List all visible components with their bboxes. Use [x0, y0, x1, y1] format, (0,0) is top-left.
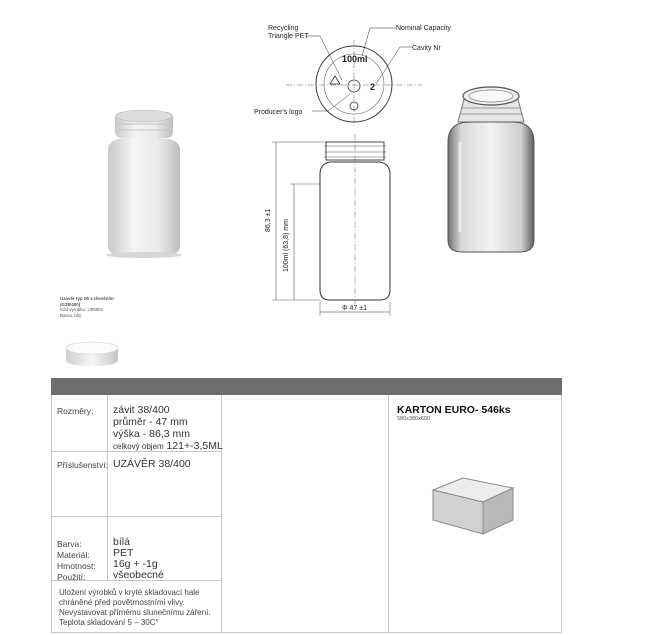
white-bottle-photo — [100, 108, 190, 258]
prumer-value: průměr - 47 mm — [113, 416, 188, 428]
spec-table — [51, 378, 562, 633]
cavity-mark: 2 — [370, 82, 376, 92]
cap-label-line2: (G38/400) — [60, 301, 81, 307]
producer-logo-callout: Producer's logo — [254, 109, 303, 116]
carton-box-icon — [429, 468, 519, 538]
svg-text:100ml (63,8) mm: 100ml (63,8) mm — [283, 219, 290, 272]
barva-label: Barva: — [57, 539, 82, 549]
objem-row — [113, 441, 223, 452]
objem-value: 121+-3,5ML — [166, 440, 223, 452]
cap-label-line1: Uzávěr typ 05 s těsněním — [60, 296, 114, 301]
prislusenstvi-value: UZÁVĚR 38/400 — [113, 458, 191, 470]
cap-label-line4: Barva: bílý — [60, 312, 82, 318]
hmotnost-value: 16g + -1g — [113, 558, 158, 570]
storage-line-1: Uložení výrobků v kryté skladovací hale — [59, 588, 200, 597]
svg-text:86,3 ±1: 86,3 ±1 — [265, 208, 272, 232]
storage-line-4: Teplota skladování 5 – 30C° — [59, 618, 159, 627]
storage-line-2: chráněné před povětrnostními vlivy. — [59, 598, 185, 607]
prislusenstvi-label: Příslušenství: — [57, 460, 109, 470]
recycling-callout: Recycling — [268, 25, 299, 32]
zavit-value: závit 38/400 — [113, 404, 170, 416]
vyska-value: výška - 86,3 mm — [113, 428, 191, 440]
cap-label-line3: Kód výrobku: U05001 — [60, 307, 104, 312]
svg-text:Triangle PET: Triangle PET — [268, 33, 309, 40]
nominal-capacity-callout: Nominal Capacity — [396, 25, 451, 32]
diameter-dim: Φ 47 ±1 — [342, 305, 367, 312]
storage-line-3: Nevystavovat přímému slunečnímu záření. — [59, 608, 211, 617]
hmotnost-label: Hmotnost: — [57, 561, 96, 571]
pouziti-value: všeobecné — [113, 569, 164, 581]
objem-prefix: celkový objem — [113, 442, 164, 451]
material-label: Materiál: — [57, 550, 90, 560]
pouziti-label: Použití: — [57, 572, 86, 582]
barva-value: bílá — [113, 536, 130, 548]
karton-title: KARTON EURO- 546ks — [397, 404, 511, 416]
capacity-mark: 100ml — [342, 54, 368, 64]
table-header-bar — [51, 378, 562, 395]
karton-size: 580x380x600 — [397, 416, 431, 422]
storage-note — [59, 588, 224, 628]
technical-drawing — [250, 14, 470, 324]
cap-photo — [62, 338, 122, 370]
cavity-callout: Cavity Nr — [412, 45, 441, 52]
material-value: PET — [113, 547, 134, 559]
cap-label — [60, 296, 160, 318]
rozmery-label: Rozměry: — [57, 406, 94, 416]
